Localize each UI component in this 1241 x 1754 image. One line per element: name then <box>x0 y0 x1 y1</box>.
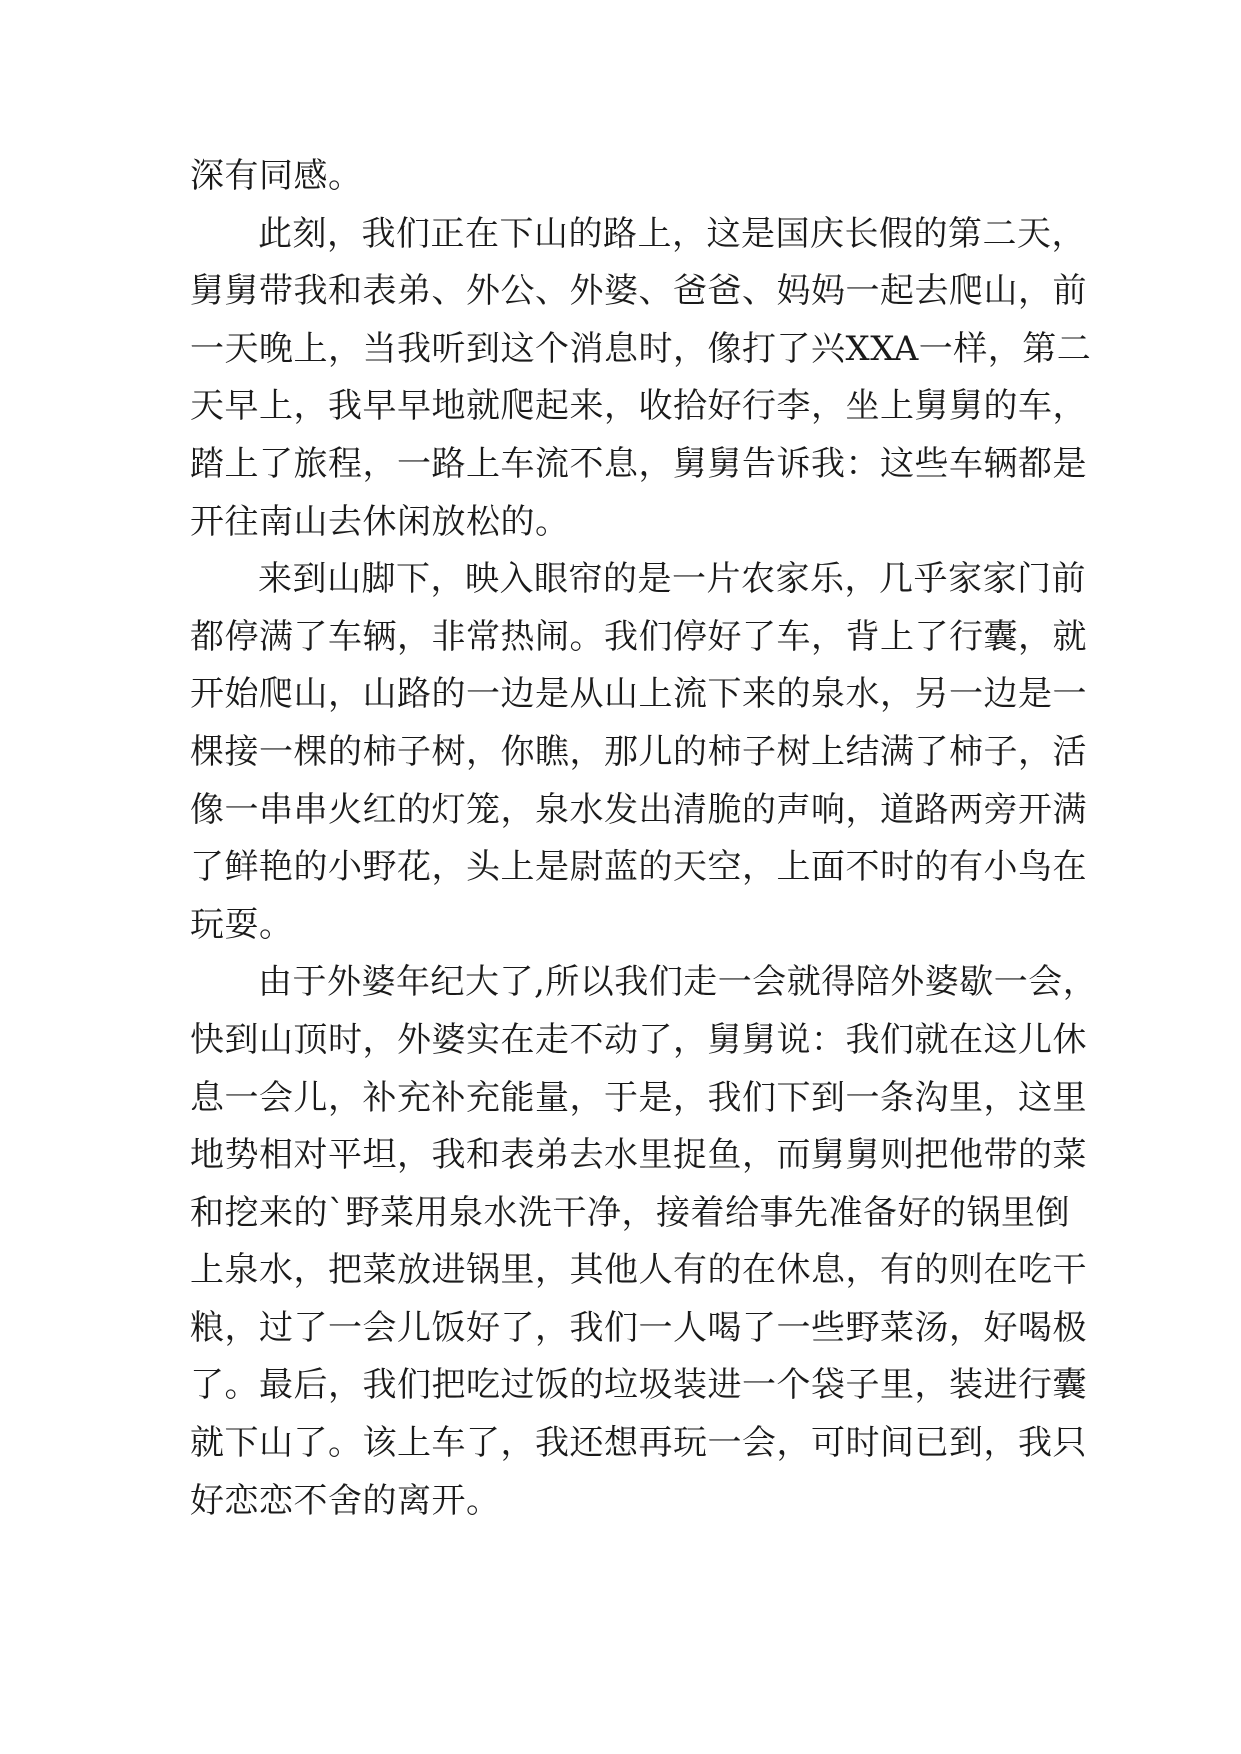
text-line: 开往南山去休闲放松的。 <box>190 501 570 542</box>
paragraph-first-line: 由于外婆年纪大了,所以我们走一会就得陪外婆歇一会， <box>258 962 1098 1003</box>
text-line: 棵接一棵的柿子树，你瞧，那儿的柿子树上结满了柿子，活 <box>190 731 1087 772</box>
text-line: 天早上，我早早地就爬起来，收拾好行李，坐上舅舅的车， <box>190 386 1087 427</box>
essay-body <box>190 148 1098 1530</box>
text-line: 像一串串火红的灯笼，泉水发出清脆的声响，道路两旁开满 <box>190 789 1087 830</box>
text-line: 息一会儿，补充补充能量，于是，我们下到一条沟里，这里 <box>190 1077 1087 1118</box>
paragraph-first-line: 来到山脚下，映入眼帘的是一片农家乐，几乎家家门前 <box>258 559 1086 600</box>
paragraph-first-line: 此刻，我们正在下山的路上，这是国庆长假的第二天， <box>258 213 1086 254</box>
text-line: 就下山了。该上车了，我还想再玩一会，可时间已到，我只 <box>190 1423 1087 1464</box>
text-line: 快到山顶时，外婆实在走不动了，舅舅说：我们就在这儿休 <box>190 1019 1087 1060</box>
text-line: 深有同感。 <box>190 156 363 196</box>
text-line: 踏上了旅程，一路上车流不息，舅舅告诉我：这些车辆都是 <box>190 443 1087 484</box>
text-line: 了。最后，我们把吃过饭的垃圾装进一个袋子里，装进行囊 <box>190 1365 1087 1406</box>
text-line: 玩耍。 <box>190 904 294 945</box>
text-line: 开始爬山，山路的一边是从山上流下来的泉水，另一边是一 <box>190 674 1087 715</box>
text-line: 上泉水，把菜放进锅里，其他人有的在休息，有的则在吃干 <box>190 1250 1087 1291</box>
text-line: 和挖来的`野菜用泉水洗干净，接着给事先准备好的锅里倒 <box>190 1192 1070 1233</box>
text-line: 一天晚上，当我听到这个消息时，像打了兴XXA一样，第二 <box>190 328 1092 369</box>
text-line: 好恋恋不舍的离开。 <box>190 1480 501 1521</box>
text-line: 都停满了车辆，非常热闹。我们停好了车，背上了行囊，就 <box>190 616 1087 657</box>
text-line: 粮，过了一会儿饭好了，我们一人喝了一些野菜汤，好喝极 <box>190 1307 1087 1348</box>
text-line: 了鲜艳的小野花，头上是尉蓝的天空，上面不时的有小鸟在 <box>190 847 1087 888</box>
text-line: 舅舅带我和表弟、外公、外婆、爸爸、妈妈一起去爬山，前 <box>190 271 1087 312</box>
text-line: 地势相对平坦，我和表弟去水里捉鱼，而舅舅则把他带的菜 <box>190 1135 1087 1176</box>
